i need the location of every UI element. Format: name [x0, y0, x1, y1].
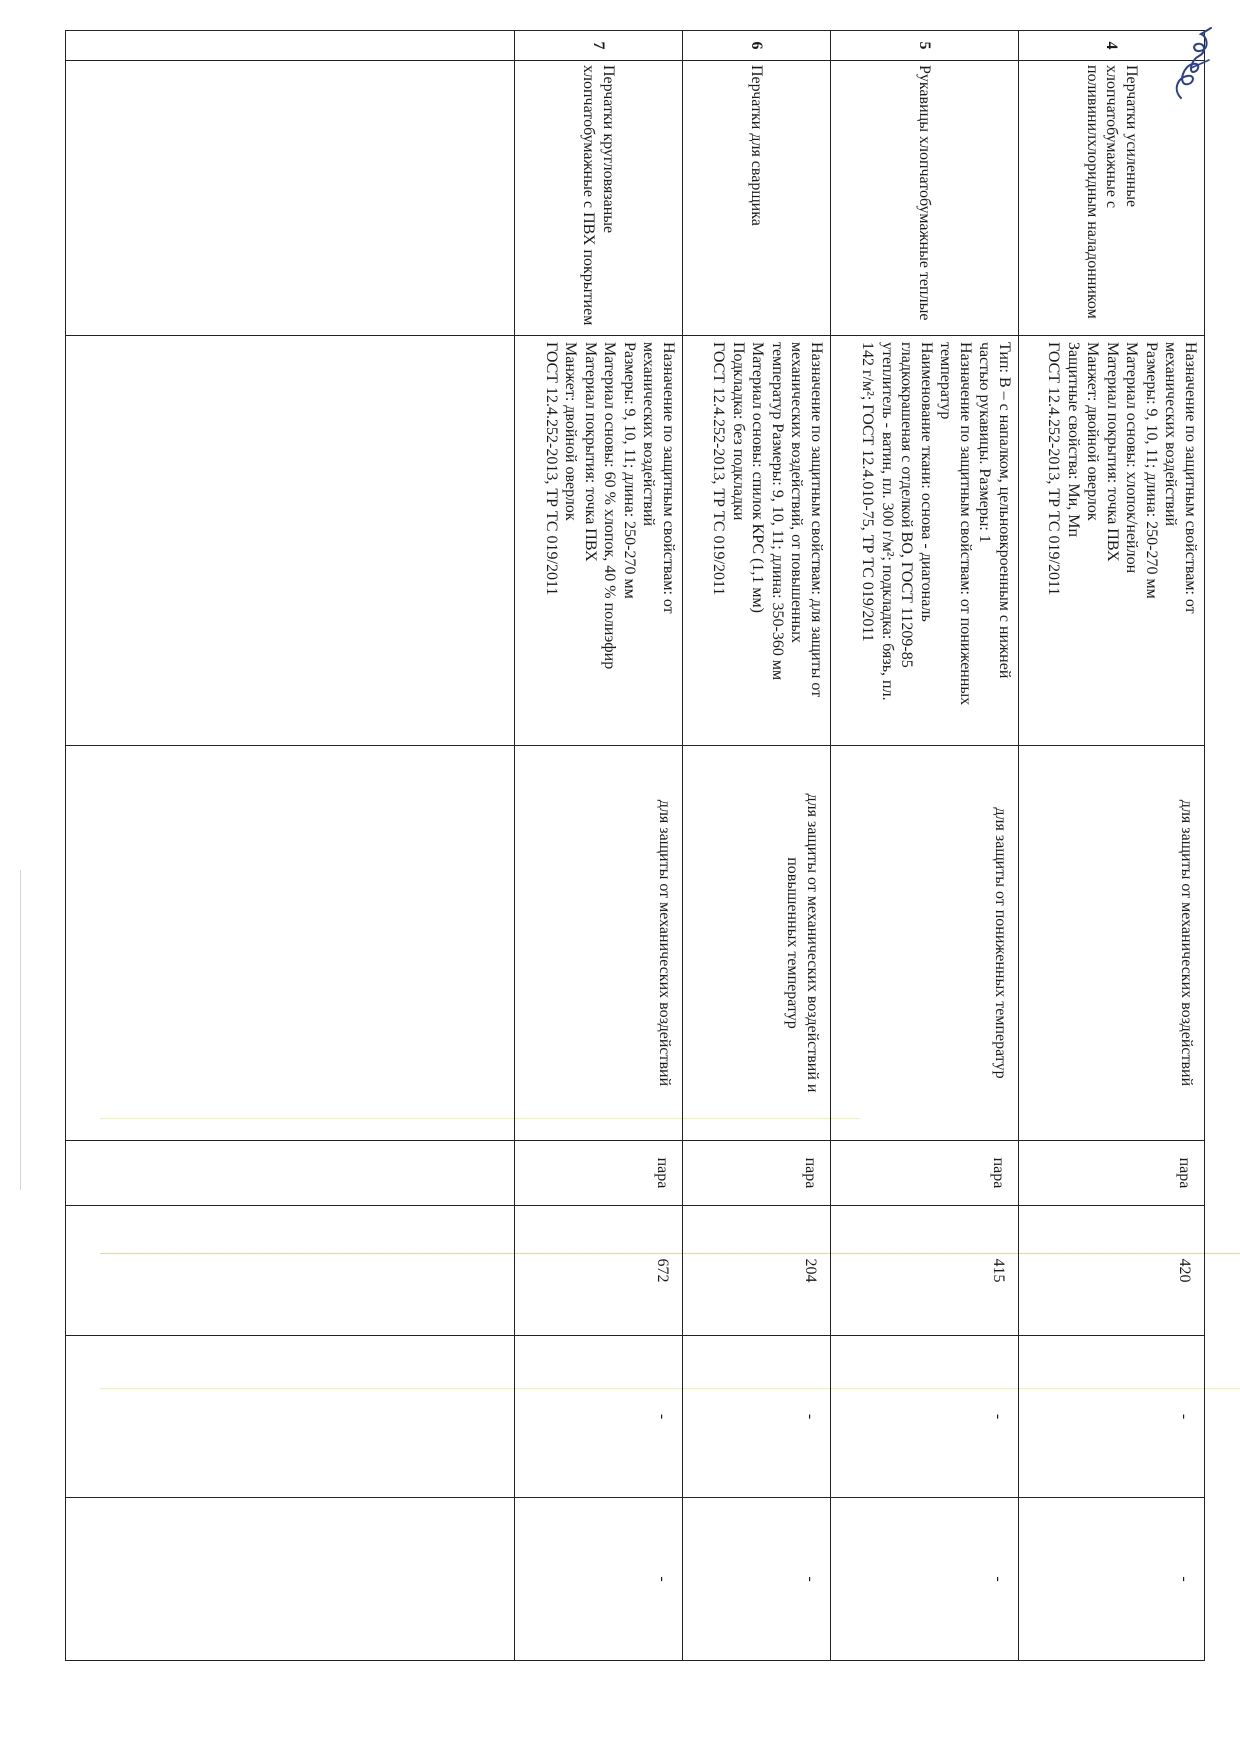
item-name: Перчатки кругловязаные хлопчатобумажные с ПВХ покрытием	[515, 61, 683, 336]
description-line: Материал основы: 60 % хлопок, 40 % полиэфир	[601, 342, 619, 670]
empty-cell	[66, 31, 515, 61]
item-name: Перчатки усиленные хлопчатобумажные с поливинилхлоридным наладонником	[1019, 61, 1205, 336]
item-purpose	[515, 746, 683, 1141]
description-line: Размеры: 9, 10, 11; длина: 250-270 мм	[1142, 342, 1160, 599]
description-line: механических воздействий	[640, 342, 658, 527]
extra-column-1: -	[515, 1336, 683, 1498]
description-line: ГОСТ 12.4.252-2013, ТР ТС 019/2011	[710, 342, 728, 596]
description-line: Назначение по защитным свойствам: для защиты от	[808, 342, 825, 698]
description-line: Тип: В – с напалком, цельновкроенным с нижней	[996, 342, 1013, 679]
unit-of-measure: пара	[515, 1141, 683, 1206]
ppe-specification-table	[65, 30, 1205, 1661]
purpose-text: для защиты от механических воздействий	[656, 799, 673, 1087]
table-row	[683, 31, 831, 1661]
description-line: Наименование ткани: основа - диагональ	[917, 342, 935, 622]
extra-column-2: -	[1019, 1498, 1205, 1661]
rotated-table-wrapper	[65, 30, 1205, 1660]
description-line: Материал основы: хлопок/нейлон	[1123, 342, 1141, 574]
description-line: частью рукавицы. Размеры: 1	[976, 342, 994, 543]
item-description	[831, 336, 1019, 746]
extra-column-2: -	[683, 1498, 831, 1661]
row-number: 4	[1019, 31, 1205, 61]
empty-cell	[66, 1498, 515, 1661]
description-line: ГОСТ 12.4.252-2013, ТР ТС 019/2011	[542, 342, 560, 596]
extra-column-1: -	[831, 1336, 1019, 1498]
description-line: температур	[937, 342, 955, 420]
description-line: Манжет: двойной оверлок	[562, 342, 580, 521]
empty-cell	[66, 1206, 515, 1336]
description-line: Материал покрытия: точка ПВХ	[1103, 342, 1121, 562]
quantity: 204	[683, 1206, 831, 1336]
purpose-text: для защиты от механических воздействий	[1178, 799, 1195, 1087]
handwritten-signature	[1163, 20, 1223, 105]
description-line: гладкокрашеная с отделкой ВО, ГОСТ 11209-85	[898, 342, 916, 668]
unit-of-measure: пара	[831, 1141, 1019, 1206]
empty-cell	[66, 1336, 515, 1498]
table-row	[515, 31, 683, 1661]
description-line: Защитные свойства: Ми, Мп	[1064, 342, 1082, 538]
item-purpose	[831, 746, 1019, 1141]
description-line: Материал покрытия: точка ПВХ	[581, 342, 599, 562]
description-line: Назначение по защитным свойствам: от	[660, 342, 677, 614]
description-line: механических воздействий, от повышенных	[788, 342, 806, 644]
description-line: утеплитель - ватин, пл. 300 г/м²; подкладка: бязь, пл.	[878, 342, 896, 701]
description-line: Подкладка: без подкладки	[729, 342, 747, 521]
quantity: 420	[1019, 1206, 1205, 1336]
table-filler-row	[66, 31, 515, 1661]
table-row	[1019, 31, 1205, 1661]
extra-column-1: -	[1019, 1336, 1205, 1498]
extra-column-1: -	[683, 1336, 831, 1498]
item-description	[1019, 336, 1205, 746]
extra-column-2: -	[831, 1498, 1019, 1661]
table-row	[831, 31, 1019, 1661]
description-line: Назначение по защитным свойствам: от пониженных	[956, 342, 974, 706]
item-purpose	[683, 746, 831, 1141]
item-purpose	[1019, 746, 1205, 1141]
quantity: 672	[515, 1206, 683, 1336]
item-name: Рукавицы хлопчатобумажные теплые	[831, 61, 1019, 336]
description-line: Манжет: двойной оверлок	[1084, 342, 1102, 521]
description-line: температур Размеры: 9, 10, 11; длина: 350-360 мм	[768, 342, 786, 681]
empty-cell	[66, 1141, 515, 1206]
unit-of-measure: пара	[683, 1141, 831, 1206]
purpose-text: для защиты от механических воздействий и повышенных температур	[784, 793, 821, 1093]
item-description	[683, 336, 831, 746]
row-number: 5	[831, 31, 1019, 61]
scan-edge-mark	[20, 870, 21, 1190]
description-line: ГОСТ 12.4.252-2013, ТР ТС 019/2011	[1045, 342, 1063, 596]
empty-cell	[66, 746, 515, 1141]
empty-cell	[66, 61, 515, 336]
quantity: 415	[831, 1206, 1019, 1336]
empty-cell	[66, 336, 515, 746]
description-line: механических воздействий	[1162, 342, 1180, 527]
table-body	[66, 31, 1205, 1661]
unit-of-measure: пара	[1019, 1141, 1205, 1206]
row-number: 7	[515, 31, 683, 61]
row-number: 6	[683, 31, 831, 61]
description-line: Размеры: 9, 10, 11; длина: 250-270 мм	[620, 342, 638, 599]
description-line: 142 г/м²; ГОСТ 12.4.010-75, ТР ТС 019/2011	[859, 342, 877, 642]
description-line: Материал основы: спилок КРС (1,1 мм)	[749, 342, 767, 613]
extra-column-2: -	[515, 1498, 683, 1661]
item-name: Перчатки для сварщика	[683, 61, 831, 336]
item-description	[515, 336, 683, 746]
description-line: Назначение по защитным свойствам: от	[1182, 342, 1199, 614]
purpose-text: для защиты от пониженных температур	[992, 807, 1009, 1079]
